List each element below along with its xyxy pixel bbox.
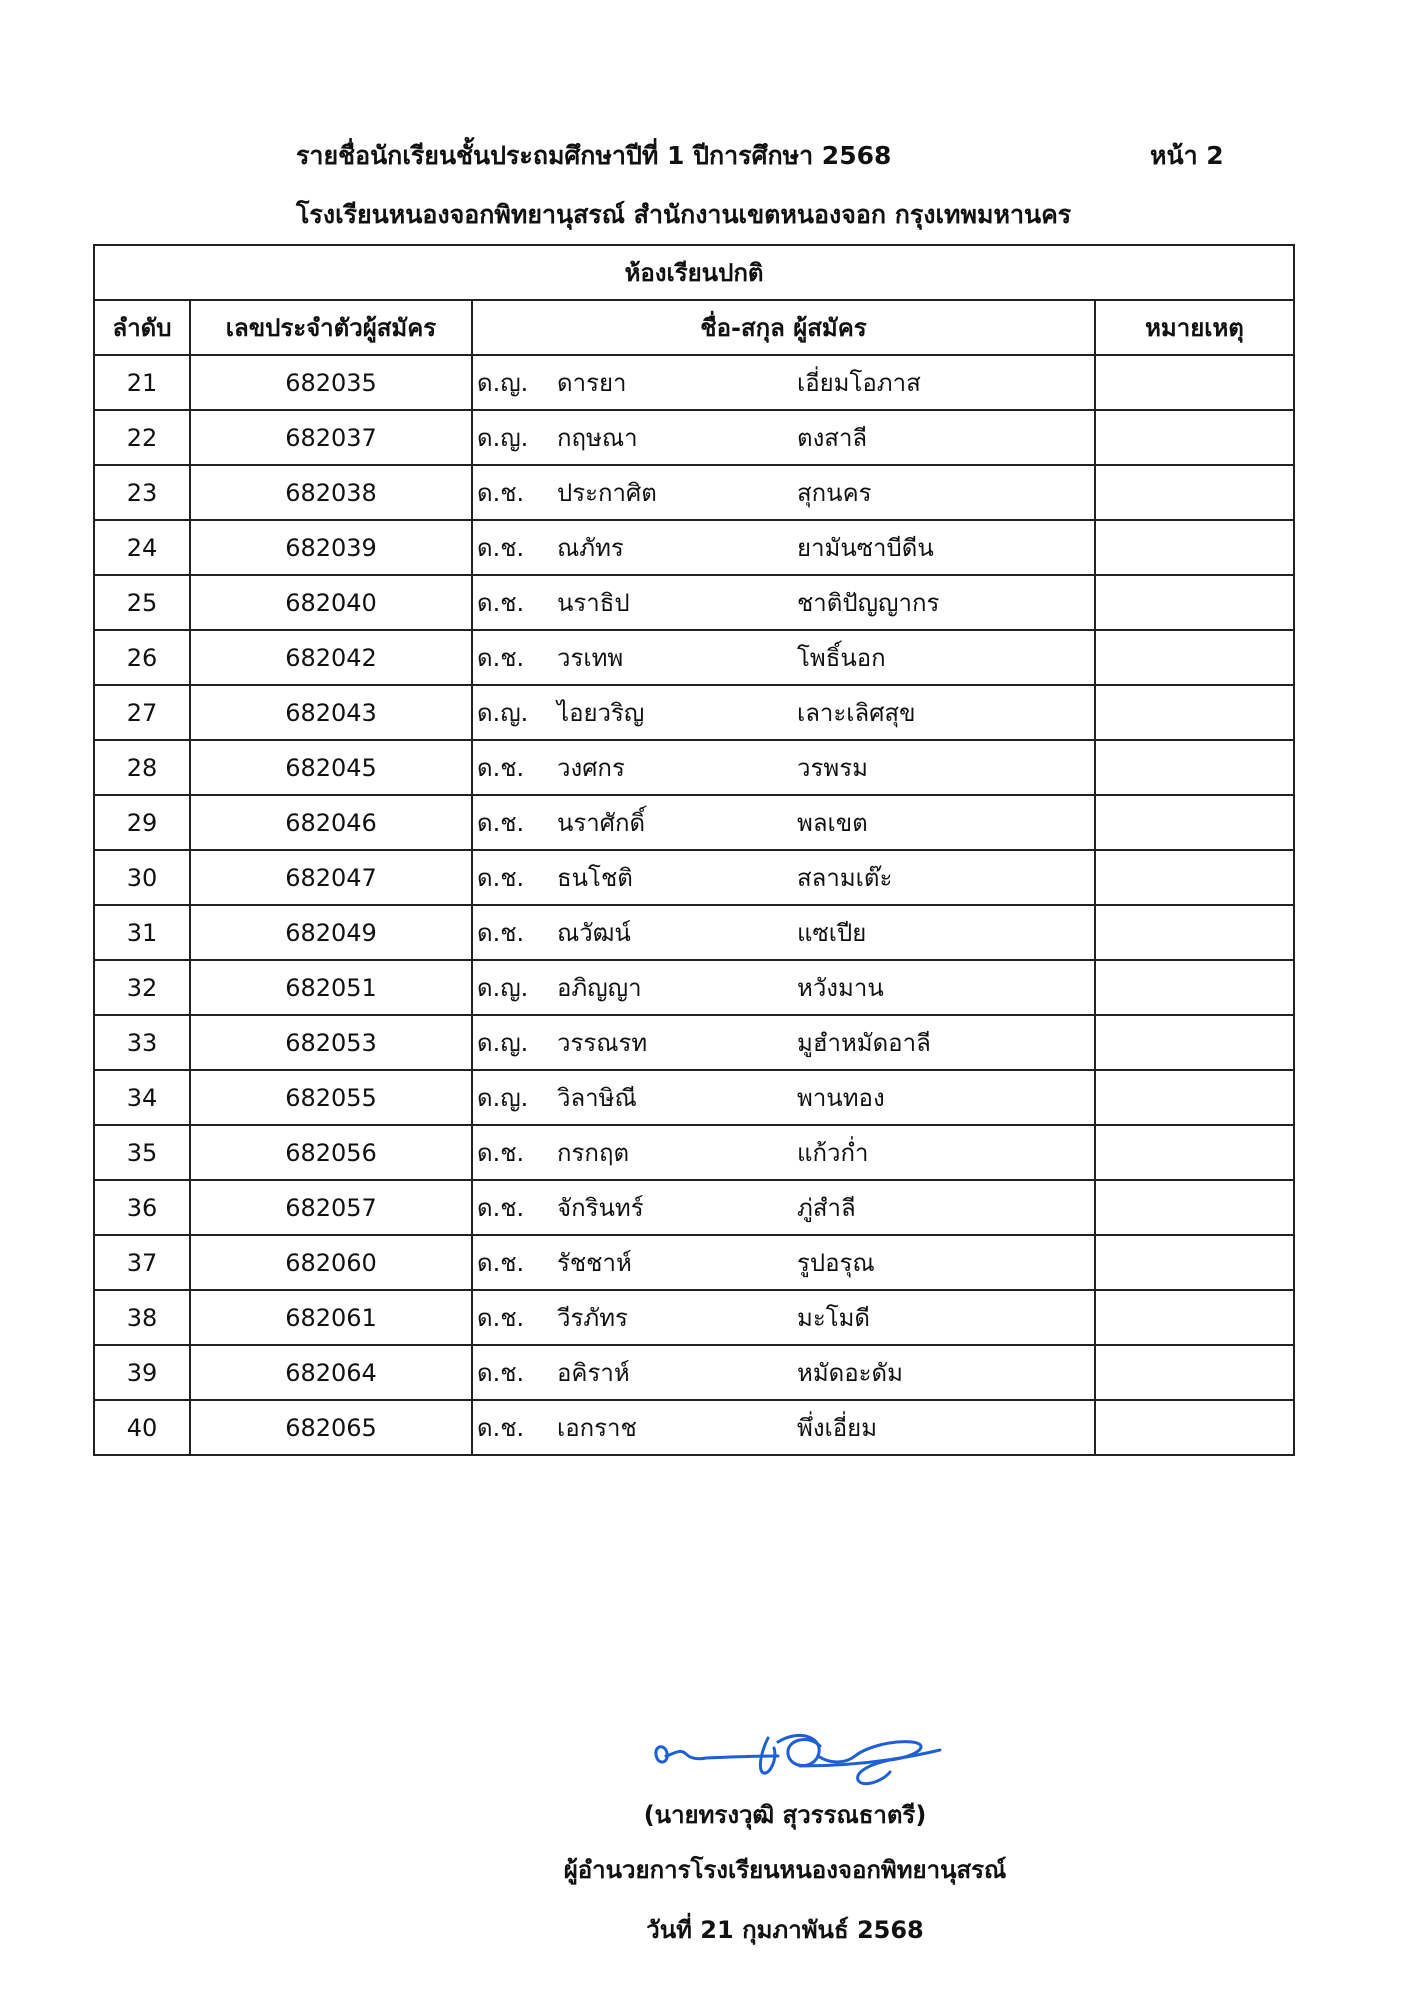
applicant-id: 682064 xyxy=(190,1345,472,1400)
first-name: วิลาษิณี xyxy=(557,1084,637,1112)
row-number: 34 xyxy=(94,1070,190,1125)
row-note xyxy=(1095,410,1294,465)
row-number: 39 xyxy=(94,1345,190,1400)
first-name: อคิราห์ xyxy=(557,1359,630,1387)
row-note xyxy=(1095,905,1294,960)
name-prefix: ด.ช. xyxy=(477,809,525,837)
last-name: สุกนคร xyxy=(797,479,872,507)
applicant-id: 682038 xyxy=(190,465,472,520)
applicant-id: 682056 xyxy=(190,1125,472,1180)
row-number: 36 xyxy=(94,1180,190,1235)
row-note xyxy=(1095,740,1294,795)
row-number: 40 xyxy=(94,1400,190,1455)
applicant-name xyxy=(472,575,1095,630)
first-name: กรกฤต xyxy=(557,1139,630,1167)
table-row xyxy=(94,960,1294,1015)
row-number: 31 xyxy=(94,905,190,960)
first-name: กฤษณา xyxy=(557,424,638,452)
table-row xyxy=(94,905,1294,960)
applicant-name xyxy=(472,1070,1095,1125)
applicant-name xyxy=(472,520,1095,575)
last-name: วรพรม xyxy=(797,754,868,782)
first-name: จักรินทร์ xyxy=(557,1194,644,1222)
last-name: หมัดอะดัม xyxy=(797,1359,903,1387)
first-name: รัชชาห์ xyxy=(557,1249,632,1277)
name-prefix: ด.ช. xyxy=(477,1194,525,1222)
applicant-id: 682055 xyxy=(190,1070,472,1125)
row-note xyxy=(1095,1345,1294,1400)
name-prefix: ด.ช. xyxy=(477,864,525,892)
table-row xyxy=(94,1070,1294,1125)
applicant-id: 682037 xyxy=(190,410,472,465)
last-name: พลเขต xyxy=(797,809,868,837)
last-name: ชาติปัญญากร xyxy=(797,589,940,617)
first-name: วีรภัทร xyxy=(557,1304,628,1332)
first-name: เอกราช xyxy=(557,1414,637,1442)
applicant-id: 682060 xyxy=(190,1235,472,1290)
first-name: ดารยา xyxy=(557,369,627,397)
column-header-applicant-id: เลขประจำตัวผู้สมัคร xyxy=(190,300,472,355)
applicant-id: 682065 xyxy=(190,1400,472,1455)
last-name: โพธิ์นอก xyxy=(797,644,886,672)
applicant-id: 682053 xyxy=(190,1015,472,1070)
name-prefix: ด.ญ. xyxy=(477,1029,529,1057)
name-prefix: ด.ช. xyxy=(477,479,525,507)
row-note xyxy=(1095,1180,1294,1235)
first-name: ไอยวริญ xyxy=(557,699,645,727)
row-number: 23 xyxy=(94,465,190,520)
applicant-name xyxy=(472,1015,1095,1070)
first-name: ประกาศิต xyxy=(557,479,657,507)
row-number: 21 xyxy=(94,355,190,410)
name-prefix: ด.ช. xyxy=(477,1139,525,1167)
name-prefix: ด.ช. xyxy=(477,1359,525,1387)
name-prefix: ด.ญ. xyxy=(477,369,529,397)
student-roster-table xyxy=(93,244,1295,1456)
name-prefix: ด.ช. xyxy=(477,589,525,617)
applicant-id: 682061 xyxy=(190,1290,472,1345)
row-number: 25 xyxy=(94,575,190,630)
last-name: เลาะเลิศสุข xyxy=(797,699,916,727)
applicant-name xyxy=(472,960,1095,1015)
applicant-name xyxy=(472,685,1095,740)
first-name: วรรณรท xyxy=(557,1029,648,1057)
table-row xyxy=(94,1290,1294,1345)
roster-body xyxy=(94,355,1294,1455)
signer-name: (นายทรงวุฒิ สุวรรณธาตรี) xyxy=(643,1801,927,1829)
applicant-name xyxy=(472,1290,1095,1345)
first-name: วงศกร xyxy=(557,754,625,782)
table-row xyxy=(94,410,1294,465)
applicant-id: 682047 xyxy=(190,850,472,905)
name-prefix: ด.ช. xyxy=(477,1304,525,1332)
table-row xyxy=(94,575,1294,630)
room-title: ห้องเรียนปกติ xyxy=(94,245,1294,300)
name-prefix: ด.ญ. xyxy=(477,974,529,1002)
table-row xyxy=(94,1180,1294,1235)
last-name: สลามเต๊ะ xyxy=(797,864,893,892)
name-prefix: ด.ช. xyxy=(477,644,525,672)
applicant-id: 682051 xyxy=(190,960,472,1015)
applicant-name xyxy=(472,1125,1095,1180)
applicant-name xyxy=(472,740,1095,795)
signer-position: ผู้อำนวยการโรงเรียนหนองจอกพิทยานุสรณ์ xyxy=(563,1856,1007,1884)
row-number: 26 xyxy=(94,630,190,685)
last-name: มะโมดี xyxy=(797,1304,871,1332)
name-prefix: ด.ญ. xyxy=(477,699,529,727)
name-prefix: ด.ช. xyxy=(477,534,525,562)
name-prefix: ด.ช. xyxy=(477,919,525,947)
row-note xyxy=(1095,850,1294,905)
last-name: มูฮำหมัดอาลี xyxy=(797,1029,931,1057)
row-number: 35 xyxy=(94,1125,190,1180)
row-number: 30 xyxy=(94,850,190,905)
name-prefix: ด.ช. xyxy=(477,754,525,782)
row-note xyxy=(1095,1070,1294,1125)
row-number: 33 xyxy=(94,1015,190,1070)
table-row xyxy=(94,1235,1294,1290)
applicant-name xyxy=(472,1345,1095,1400)
row-number: 28 xyxy=(94,740,190,795)
last-name: หวังมาน xyxy=(797,974,884,1002)
table-row xyxy=(94,1345,1294,1400)
row-note xyxy=(1095,1290,1294,1345)
row-note xyxy=(1095,465,1294,520)
row-note xyxy=(1095,795,1294,850)
page-number: หน้า 2 xyxy=(1150,141,1224,170)
applicant-id: 682057 xyxy=(190,1180,472,1235)
table-row xyxy=(94,685,1294,740)
row-number: 22 xyxy=(94,410,190,465)
applicant-name xyxy=(472,465,1095,520)
room-title-row xyxy=(94,245,1294,300)
applicant-id: 682043 xyxy=(190,685,472,740)
first-name: อภิญญา xyxy=(557,974,642,1002)
applicant-name xyxy=(472,795,1095,850)
name-prefix: ด.ช. xyxy=(477,1249,525,1277)
row-note xyxy=(1095,1235,1294,1290)
last-name: ยามันซาบีดีน xyxy=(797,534,934,562)
applicant-name xyxy=(472,1235,1095,1290)
last-name: แซเปีย xyxy=(797,919,867,947)
row-note xyxy=(1095,1015,1294,1070)
applicant-id: 682035 xyxy=(190,355,472,410)
row-number: 27 xyxy=(94,685,190,740)
table-row xyxy=(94,465,1294,520)
table-row xyxy=(94,850,1294,905)
row-note xyxy=(1095,630,1294,685)
row-number: 32 xyxy=(94,960,190,1015)
applicant-name xyxy=(472,1180,1095,1235)
applicant-id: 682039 xyxy=(190,520,472,575)
document-title: รายชื่อนักเรียนชั้นประถมศึกษาปีที่ 1 ปีการศึกษา 2568 xyxy=(296,141,892,170)
table-row xyxy=(94,1125,1294,1180)
last-name: รูปอรุณ xyxy=(797,1249,875,1277)
applicant-name xyxy=(472,630,1095,685)
table-row xyxy=(94,1400,1294,1455)
first-name: วรเทพ xyxy=(557,644,624,672)
applicant-name xyxy=(472,410,1095,465)
first-name: ธนโชติ xyxy=(557,864,633,892)
applicant-id: 682040 xyxy=(190,575,472,630)
applicant-id: 682042 xyxy=(190,630,472,685)
row-note xyxy=(1095,960,1294,1015)
signature-date: วันที่ 21 กุมภาพันธ์ 2568 xyxy=(646,1916,924,1944)
row-number: 37 xyxy=(94,1235,190,1290)
row-note xyxy=(1095,575,1294,630)
table-row xyxy=(94,520,1294,575)
applicant-name xyxy=(472,355,1095,410)
table-row xyxy=(94,740,1294,795)
last-name: พานทอง xyxy=(797,1084,885,1112)
applicant-name xyxy=(472,1400,1095,1455)
column-header-row xyxy=(94,300,1294,355)
last-name: พึ่งเอี่ยม xyxy=(797,1414,878,1442)
first-name: นราธิป xyxy=(557,589,630,617)
name-prefix: ด.ญ. xyxy=(477,1084,529,1112)
applicant-name xyxy=(472,905,1095,960)
applicant-id: 682046 xyxy=(190,795,472,850)
document-subtitle: โรงเรียนหนองจอกพิทยานุสรณ์ สำนักงานเขตหนองจอก กรุงเทพมหานคร xyxy=(296,200,1072,229)
first-name: ณวัฒน์ xyxy=(557,919,631,947)
first-name: นราศักดิ์ xyxy=(557,809,646,837)
column-header-no: ลำดับ xyxy=(94,300,190,355)
column-header-note: หมายเหตุ xyxy=(1095,300,1294,355)
name-prefix: ด.ช. xyxy=(477,1414,525,1442)
last-name: ภู่สำลี xyxy=(797,1194,856,1222)
last-name: ตงสาลี xyxy=(797,424,868,452)
table-row xyxy=(94,630,1294,685)
name-prefix: ด.ญ. xyxy=(477,424,529,452)
first-name: ณภัทร xyxy=(557,534,624,562)
applicant-id: 682045 xyxy=(190,740,472,795)
last-name: แก้วก่ำ xyxy=(797,1139,869,1167)
row-number: 38 xyxy=(94,1290,190,1345)
row-note xyxy=(1095,1125,1294,1180)
applicant-id: 682049 xyxy=(190,905,472,960)
applicant-name xyxy=(472,850,1095,905)
row-number: 24 xyxy=(94,520,190,575)
signature-image xyxy=(650,1720,950,1790)
row-note xyxy=(1095,355,1294,410)
row-note xyxy=(1095,520,1294,575)
column-header-name: ชื่อ-สกุล ผู้สมัคร xyxy=(472,300,1095,355)
row-note xyxy=(1095,1400,1294,1455)
table-row xyxy=(94,795,1294,850)
table-row xyxy=(94,1015,1294,1070)
row-note xyxy=(1095,685,1294,740)
row-number: 29 xyxy=(94,795,190,850)
table-row xyxy=(94,355,1294,410)
last-name: เอี่ยมโอภาส xyxy=(797,369,921,397)
